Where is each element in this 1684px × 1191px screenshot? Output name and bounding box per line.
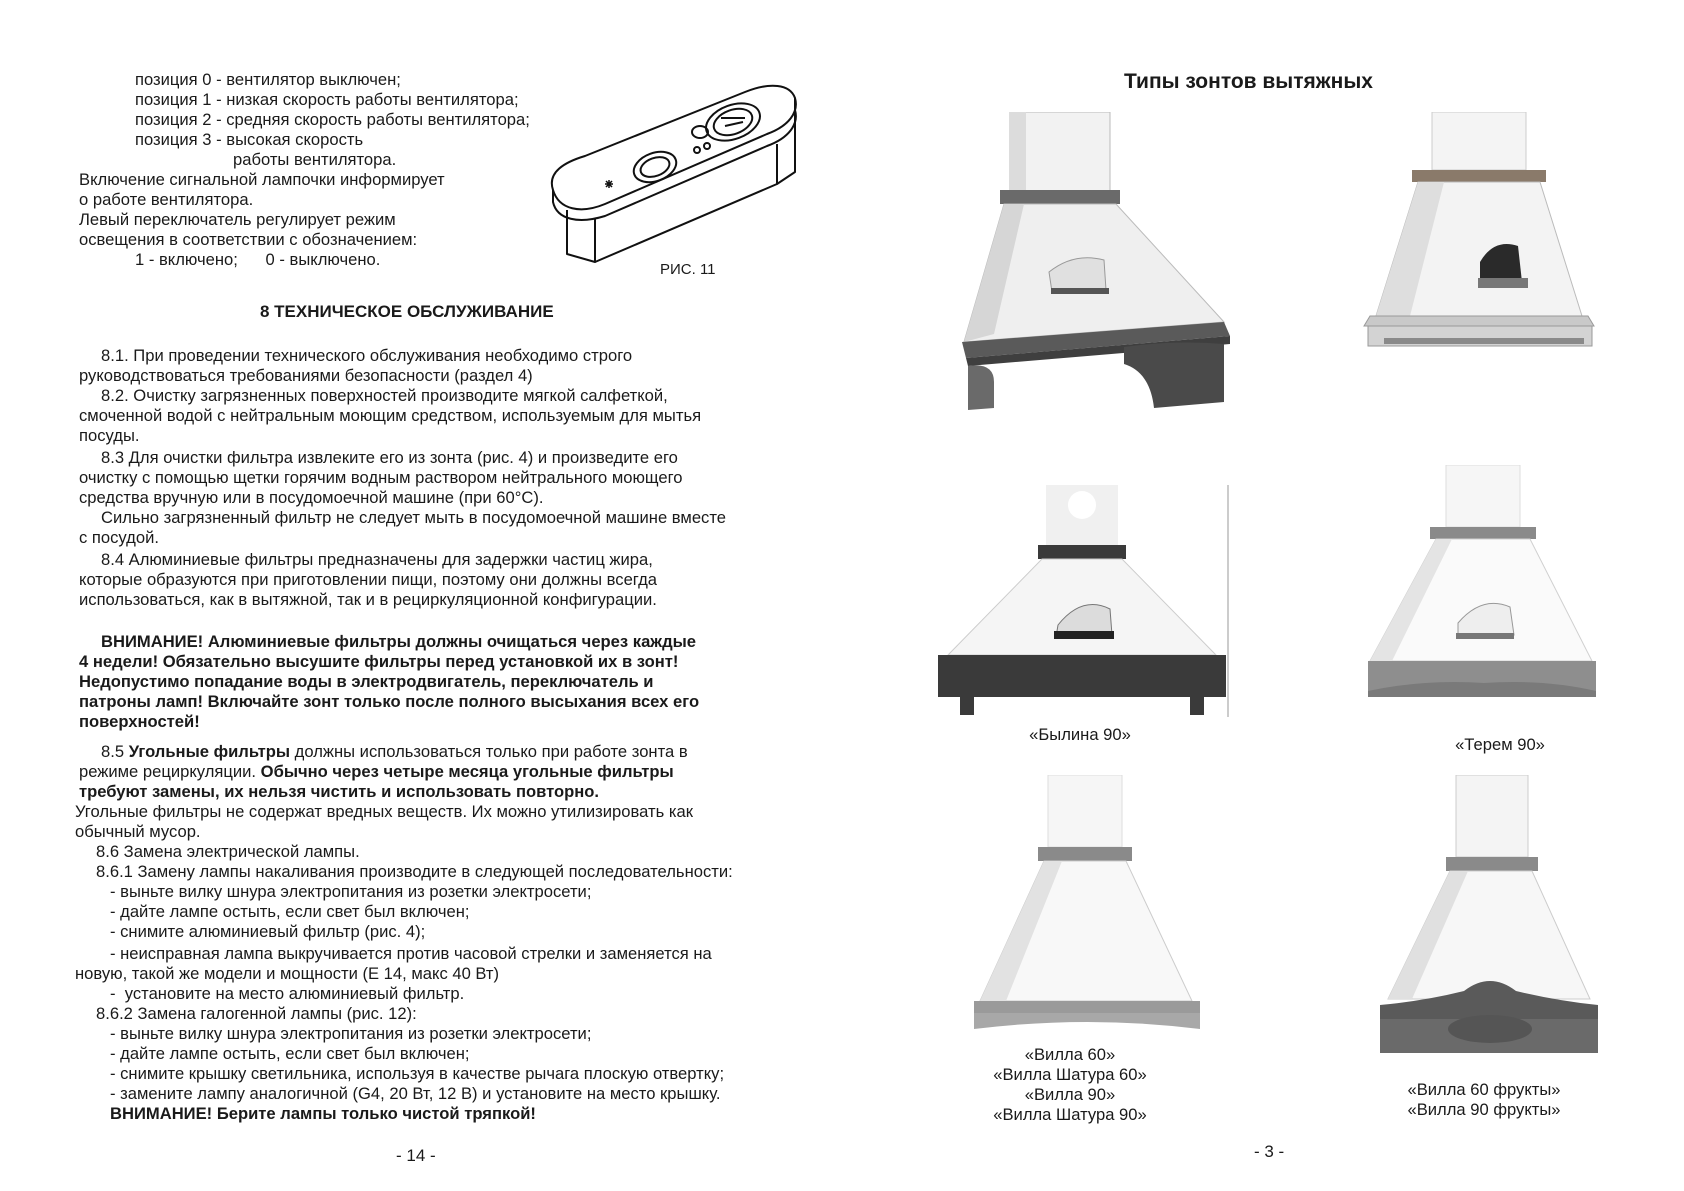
caption-villa-fruit: «Вилла 60 фрукты» (1407, 1080, 1561, 1099)
maintenance-line: средства вручную или в посудомоечной машине (при 60°С). (79, 488, 544, 507)
lamp-text: Включение сигнальной лампочки информирует (79, 170, 445, 189)
maintenance-line: руководствоваться требованиями безопасности (раздел 4) (79, 366, 533, 385)
hood-image-villa (952, 775, 1222, 1035)
lamp-text: освещения в соответствии с обозначением: (79, 230, 418, 249)
maintenance-line: Сильно загрязненный фильтр не следует мыть в посудомоечной машине вместе (101, 508, 726, 527)
fan-position-1: позиция 1 - низкая скорость работы вентилятора; (135, 90, 519, 109)
maintenance-line: использоваться, как в вытяжной, так и в рециркуляционной конфигурации. (79, 590, 657, 609)
lamp-section-line: 8.6.1 Замену лампы накаливания производите в следующей последовательности: (96, 862, 733, 881)
caption-villa: «Вилла Шатура 90» (993, 1105, 1147, 1124)
hood-image-terem-top (1354, 112, 1604, 402)
lamp-section-line: - неисправная лампа выкручивается против часовой стрелки и заменяется на (110, 944, 712, 963)
maintenance-line: 8.4 Алюминиевые фильтры предназначены для задержки частиц жира, (101, 550, 653, 569)
section-title: 8 ТЕХНИЧЕСКОЕ ОБСЛУЖИВАНИЕ (260, 302, 554, 321)
lamp-section-line: 8.6.2 Замена галогенной лампы (рис. 12): (96, 1004, 417, 1023)
warning-line: ВНИМАНИЕ! Алюминиевые фильтры должны очищаться через каждые (101, 632, 697, 651)
fan-position-3-cont: работы вентилятора. (233, 150, 397, 169)
caption-bylina: «Былина 90» (1029, 725, 1131, 744)
lamp-text: Левый переключатель регулирует режим (79, 210, 396, 229)
lamp-switch-values: 1 - включено; 0 - выключено. (135, 250, 381, 269)
maintenance-line: 8.1. При проведении технического обслуживания необходимо строго (101, 346, 633, 365)
charcoal-filter-line: 8.5 Угольные фильтры должны использоваться только при работе зонта в (101, 742, 688, 761)
lamp-section-line: - выньте вилку шнура электропитания из розетки электросети; (110, 1024, 592, 1043)
charcoal-filter-line: требуют замены, их нельзя чистить и использовать повторно. (79, 782, 600, 801)
maintenance-line: посуды. (79, 426, 140, 445)
lamp-section-line: - замените лампу аналогичной (G4, 20 Вт, 12 В) и установите на место крышку. (110, 1084, 721, 1103)
final-warning: ВНИМАНИЕ! Берите лампы только чистой тряпкой! (110, 1104, 536, 1123)
hood-image-terem-90 (1354, 465, 1604, 700)
caption-villa: «Вилла 90» (1024, 1085, 1116, 1104)
lamp-section-line: - выньте вилку шнура электропитания из розетки электросети; (110, 882, 592, 901)
lamp-section-line: - дайте лампе остыть, если свет был включен; (110, 1044, 470, 1063)
maintenance-line: очистку с помощью щетки горячим водным раствором нейтрального моющего (79, 468, 683, 487)
charcoal-filter-line: режиме рециркуляции. Обычно через четыре месяца угольные фильтры (79, 762, 674, 781)
maintenance-line: смоченной водой с нейтральным моющим средством, используемым для мытья (79, 406, 702, 425)
hood-image-villa-fruit (1354, 775, 1614, 1065)
maintenance-line: 8.2. Очистку загрязненных поверхностей производите мягкой салфеткой, (101, 386, 668, 405)
maintenance-line: которые образуются при приготовлении пищи, поэтому они должны всегда (79, 570, 658, 589)
fan-position-2: позиция 2 - средняя скорость работы вентилятора; (135, 110, 530, 129)
right-page (842, 0, 1684, 1191)
warning-line: поверхностей! (79, 712, 200, 731)
control-panel-illustration (545, 72, 805, 272)
page-title: Типы зонтов вытяжных (1124, 70, 1373, 93)
figure-label: РИС. 11 (660, 261, 716, 278)
caption-villa-fruit: «Вилла 90 фрукты» (1407, 1100, 1561, 1119)
page-number-right: - 3 - (1254, 1142, 1285, 1161)
caption-terem: «Терем 90» (1455, 735, 1545, 754)
charcoal-filter-line: обычный мусор. (75, 822, 201, 841)
warning-line: Недопустимо попадание воды в электродвигатель, переключатель и (79, 672, 654, 691)
caption-villa: «Вилла 60» (1024, 1045, 1116, 1064)
lamp-text: о работе вентилятора. (79, 190, 254, 209)
warning-line: патроны ламп! Включайте зонт только после полного высыхания всех его (79, 692, 700, 711)
lamp-section-line: - установите на место алюминиевый фильтр. (110, 984, 465, 1003)
caption-villa: «Вилла Шатура 60» (993, 1065, 1147, 1084)
warning-line: 4 недели! Обязательно высушите фильтры перед установкой их в зонт! (79, 652, 679, 671)
lamp-section-line: - снимите алюминиевый фильтр (рис. 4); (110, 922, 426, 941)
charcoal-filter-line: Угольные фильтры не содержат вредных веществ. Их можно утилизировать как (75, 802, 693, 821)
fan-position-0: позиция 0 - вентилятор выключен; (135, 70, 401, 89)
lamp-section-line: - снимите крышку светильника, используя в качестве рычага плоскую отвертку; (110, 1064, 725, 1083)
lamp-section-line: новую, такой же модели и мощности (Е 14, макс 40 Вт) (75, 964, 500, 983)
lamp-section-line: - дайте лампе остыть, если свет был включен; (110, 902, 470, 921)
maintenance-line: с посудой. (79, 528, 159, 547)
hood-image-rustic (954, 112, 1234, 412)
fan-position-3: позиция 3 - высокая скорость (135, 130, 364, 149)
maintenance-line: 8.3 Для очистки фильтра извлеките его из зонта (рис. 4) и произведите его (101, 448, 678, 467)
lamp-section-line: 8.6 Замена электрической лампы. (96, 842, 360, 861)
page-number-left: - 14 - (396, 1146, 436, 1165)
hood-image-bylina-90 (932, 485, 1232, 720)
